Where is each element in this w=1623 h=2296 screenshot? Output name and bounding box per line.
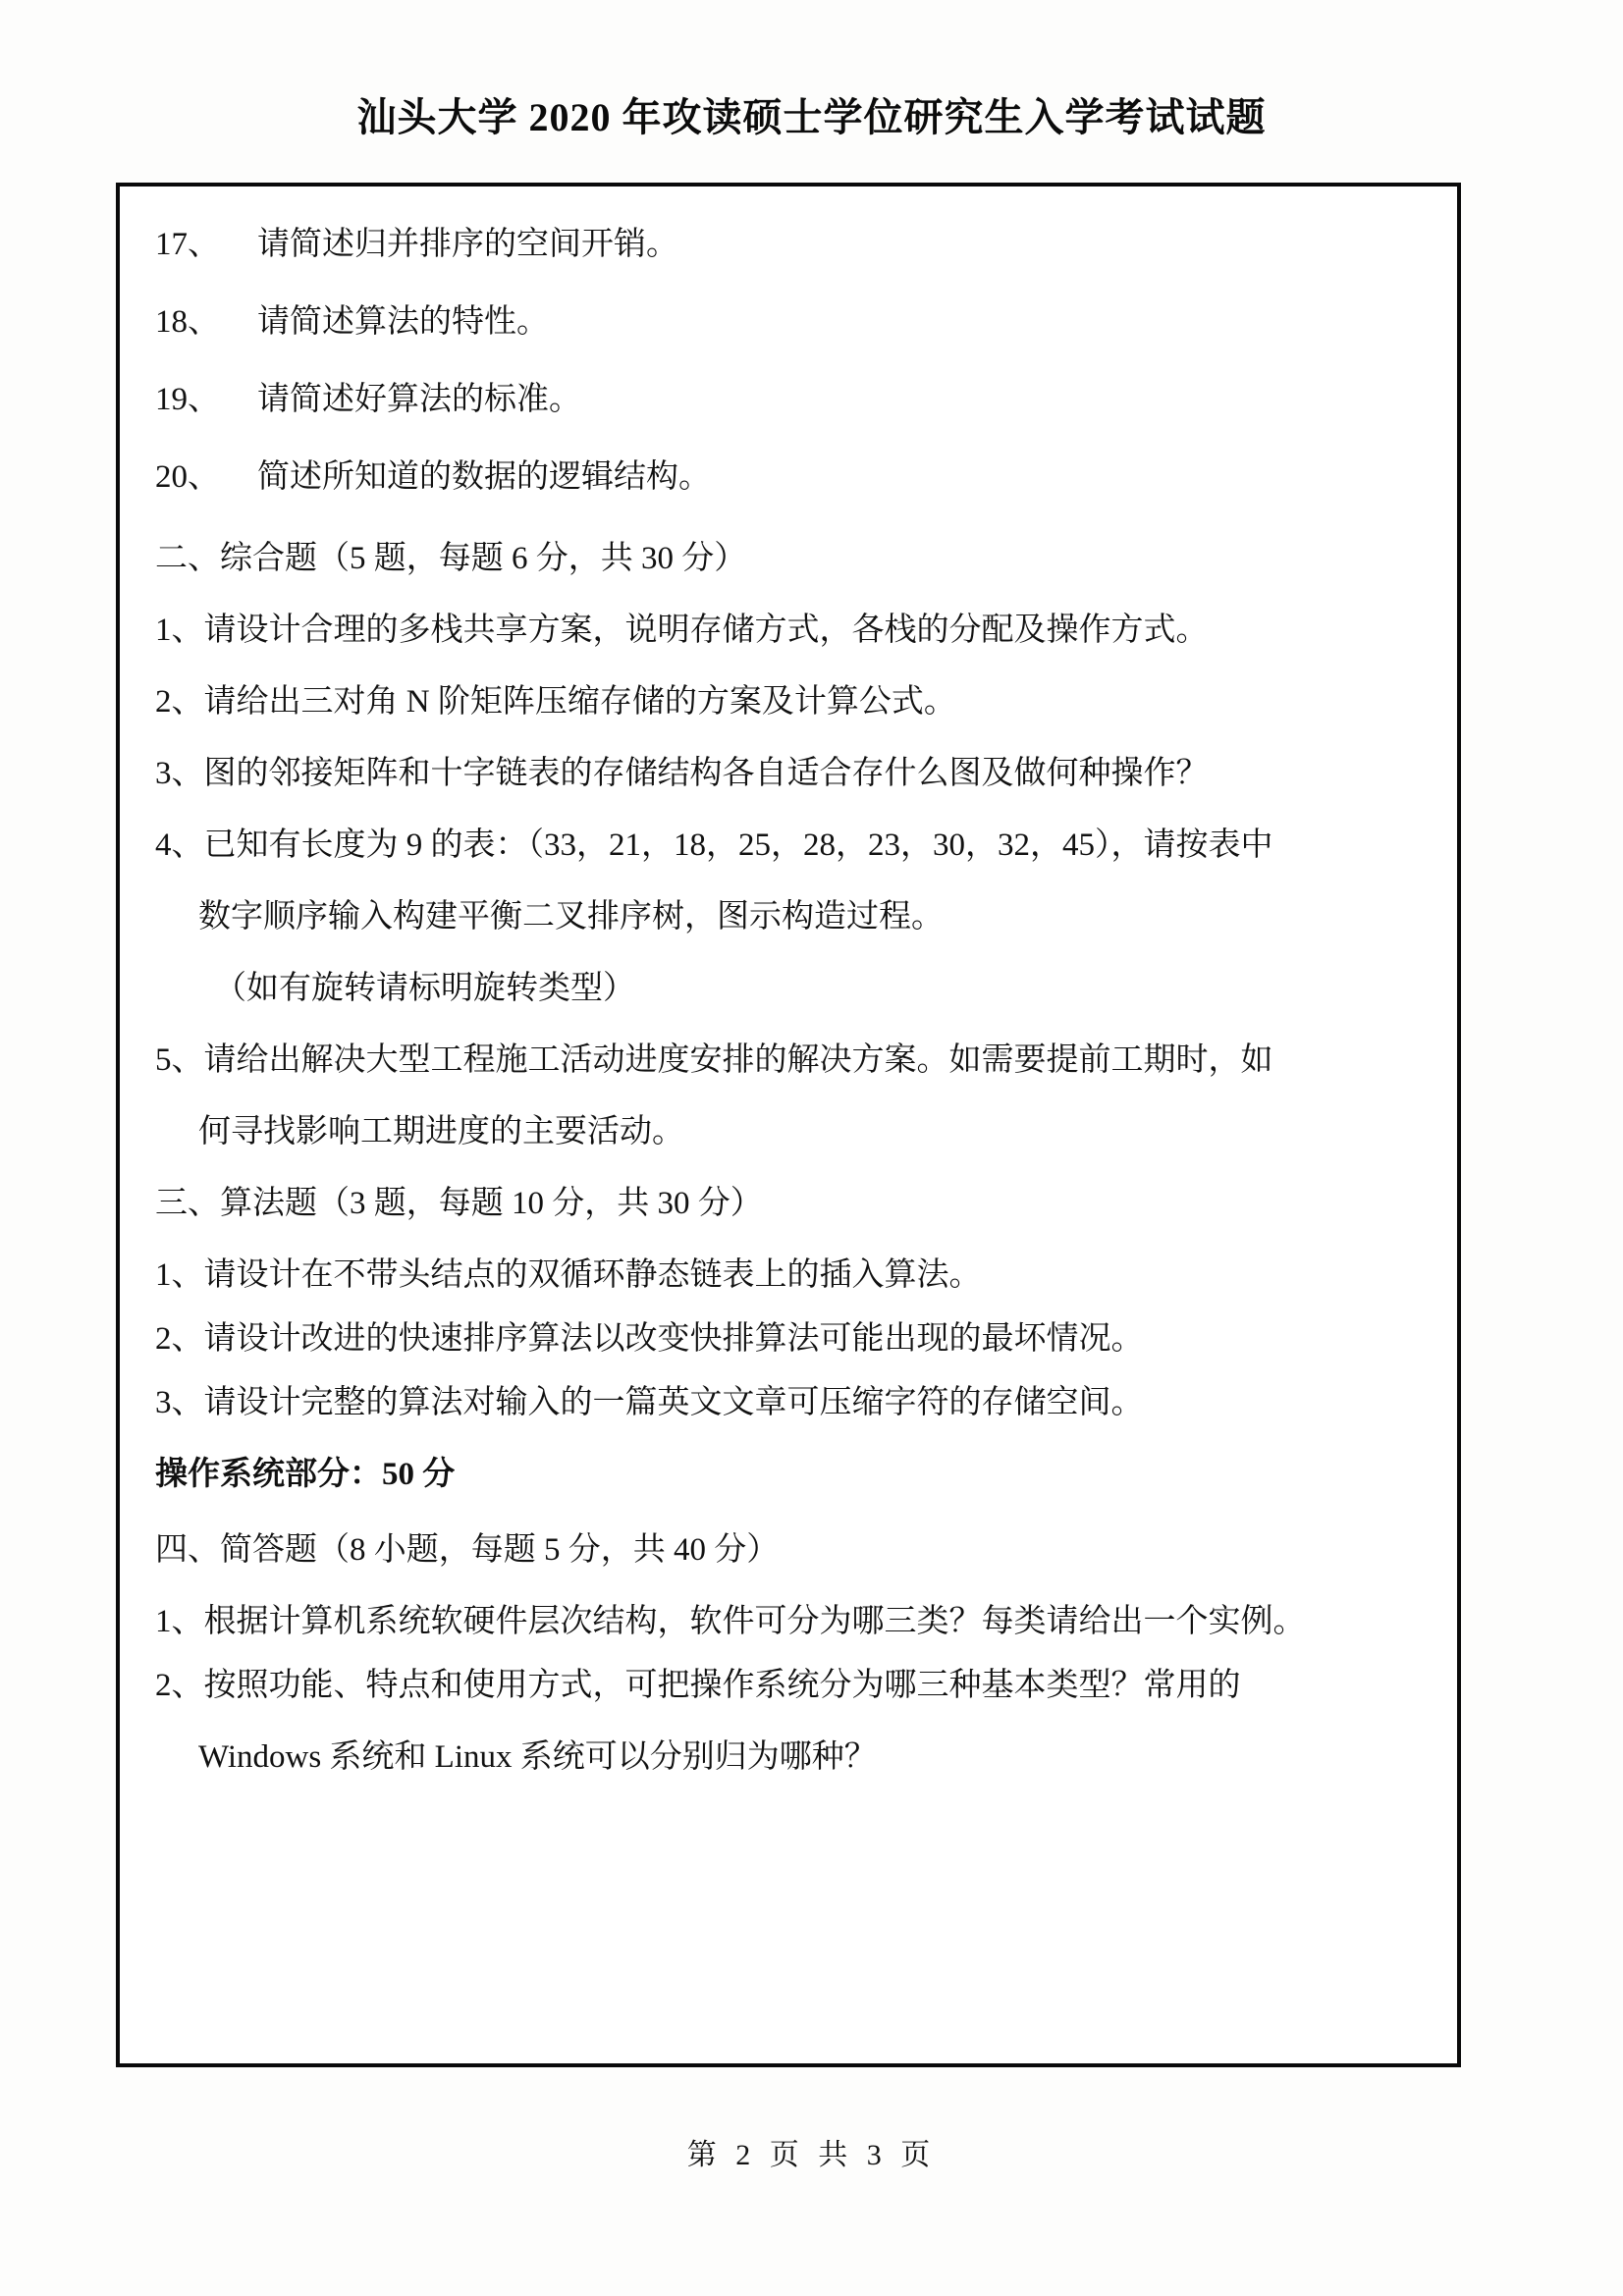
section-two-item-1: 1、请设计合理的多栈共享方案，说明存储方式，各栈的分配及操作方式。 (155, 613, 1209, 648)
section-heading-two: 二、综合题（5 题，每题 6 分，共 30 分） (155, 541, 747, 576)
section-four-item-2-line2: Windows 系统和 Linux 系统可以分别归为哪种？ (198, 1739, 877, 1775)
section-two-item-4-line3: （如有旋转请标明旋转类型） (214, 971, 635, 1006)
section-two-item-3: 3、图的邻接矩阵和十字链表的存储结构各自适合存什么图及做何种操作？ (155, 756, 1209, 791)
os-part-heading: 操作系统部分：50 分 (155, 1457, 456, 1492)
page-footer: 第 2 页 共 3 页 (686, 2139, 937, 2171)
question-row (155, 218, 1424, 264)
question-row (155, 451, 1424, 497)
section-three-item-1: 1、请设计在不带头结点的双循环静态链表上的插入算法。 (155, 1257, 982, 1293)
section-four-item-2-line1: 2、按照功能、特点和使用方式，可把操作系统分为哪三种基本类型？常用的 (155, 1668, 1241, 1703)
section-two-item-5-line2: 何寻找影响工期进度的主要活动。 (198, 1114, 684, 1149)
section-three-item-2: 2、请设计改进的快速排序算法以改变快排算法可能出现的最坏情况。 (155, 1321, 1144, 1357)
section-four-item-1: 1、根据计算机系统软硬件层次结构，软件可分为哪三类？每类请给出一个实例。 (155, 1604, 1306, 1639)
question-number: 17、 (155, 227, 220, 262)
section-three-item-3: 3、请设计完整的算法对输入的一篇英文文章可压缩字符的存储空间。 (155, 1385, 1144, 1420)
question-frame (116, 183, 1461, 2067)
section-two-item-4-line1: 4、已知有长度为 9 的表：（33，21，18，25，28，23，30，32，45），请按表中 (155, 828, 1273, 863)
section-heading-three: 三、算法题（3 题，每题 10 分，共 30 分） (155, 1186, 763, 1221)
question-list (155, 218, 1424, 1777)
section-two-item-5 (155, 1034, 1424, 1151)
section-two-item-2: 2、请给出三对角 N 阶矩阵压缩存储的方案及计算公式。 (155, 684, 956, 720)
section-two-item-4-line2: 数字顺序输入构建平衡二叉排序树，图示构造过程。 (198, 899, 944, 934)
question-text: 请简述算法的特性。 (257, 304, 549, 340)
question-row (155, 373, 1424, 419)
question-row (155, 295, 1424, 342)
question-text: 简述所知道的数据的逻辑结构。 (257, 459, 711, 495)
question-number: 19、 (155, 382, 220, 417)
question-number: 20、 (155, 459, 220, 495)
page-title: 汕头大学 2020 年攻读硕士学位研究生入学考试试题 (356, 95, 1267, 139)
question-text: 请简述归并排序的空间开销。 (257, 227, 678, 262)
section-two-item-4 (155, 819, 1424, 1008)
section-four-item-2 (155, 1659, 1424, 1777)
question-number: 18、 (155, 304, 220, 340)
section-heading-four: 四、简答题（8 小题，每题 5 分，共 40 分） (155, 1532, 780, 1568)
question-text: 请简述好算法的标准。 (257, 382, 581, 417)
section-two-item-5-line1: 5、请给出解决大型工程施工活动进度安排的解决方案。如需要提前工期时，如 (155, 1042, 1273, 1078)
